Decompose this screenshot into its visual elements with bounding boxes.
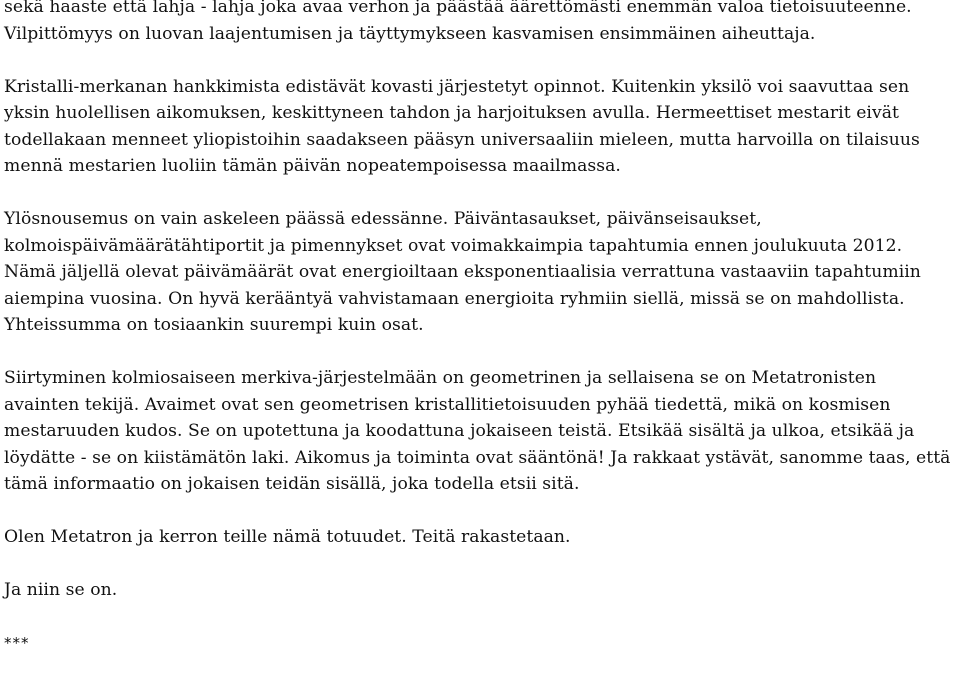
paragraph-closing: Ja niin se on. bbox=[4, 580, 118, 600]
paragraph-crystal-merkana: Kristalli-merkanan hankkimista edistävät kovasti järjestetyt opinnot. Kuitenkin yksilö voi saavuttaa sen yksin huolellisen aikomuksen, keskittyneen tahdon ja harjoituksen avulla. Hermeettiset mestarit eivät todellakaan menneet yliopistoihin saadakseen pääsyn universaaliin mieleen, mutta harvoilla on tilaisuus mennä mestarien luoliin tämän päivän nopeatempoisessa maailmassa. bbox=[4, 76, 920, 176]
paragraph-ascension: Ylösnousemus on vain askeleen päässä edessänne. Päiväntasaukset, päivänseisaukset, kolmoispäivämäärätähtiportit ja pimennykset ovat voimakkaimpia tapahtumia ennen joulukuuta 2012. Nämä jäljellä olevat päivämäärät ovat energioiltaan eksponentiaalisia verrattuna vastaaviin tapahtumiin aiempina vuosina. On hyvä kerääntyä vahvistamaan energioita ryhmiin siellä, missä se on mahdollista. Yhteissumma on tosiaankin suurempi kuin osat. bbox=[4, 209, 921, 335]
document-body bbox=[4, 0, 952, 656]
paragraph-intro-continuation: sekä haaste että lahja - lahja joka avaa verhon ja päästää äärettömästi enemmän valoa tietoisuuteenne. Vilpittömyys on luovan laajentumisen ja täyttymykseen kasvamisen ensimmäinen aiheuttaja. bbox=[4, 0, 912, 44]
section-separator: *** bbox=[4, 633, 30, 652]
paragraph-merkiva-system: Siirtyminen kolmiosaiseen merkiva-järjestelmään on geometrinen ja sellaisena se on Metatronisten avainten tekijä. Avaimet ovat sen geometrisen kristallitietoisuuden pyhää tiedettä, mikä on kosmisen mestaruuden kudos. Se on upotettuna ja koodattuna jokaiseen teistä. Etsikää sisältä ja ulkoa, etsikää ja löydätte - se on kiistämätön laki. Aikomus ja toiminta ovat sääntönä! Ja rakkaat ystävät, sanomme taas, että tämä informaatio on jokaisen teidän sisällä, joka todella etsii sitä. bbox=[4, 368, 951, 494]
paragraph-metatron-signoff: Olen Metatron ja kerron teille nämä totuudet. Teitä rakastetaan. bbox=[4, 527, 571, 547]
